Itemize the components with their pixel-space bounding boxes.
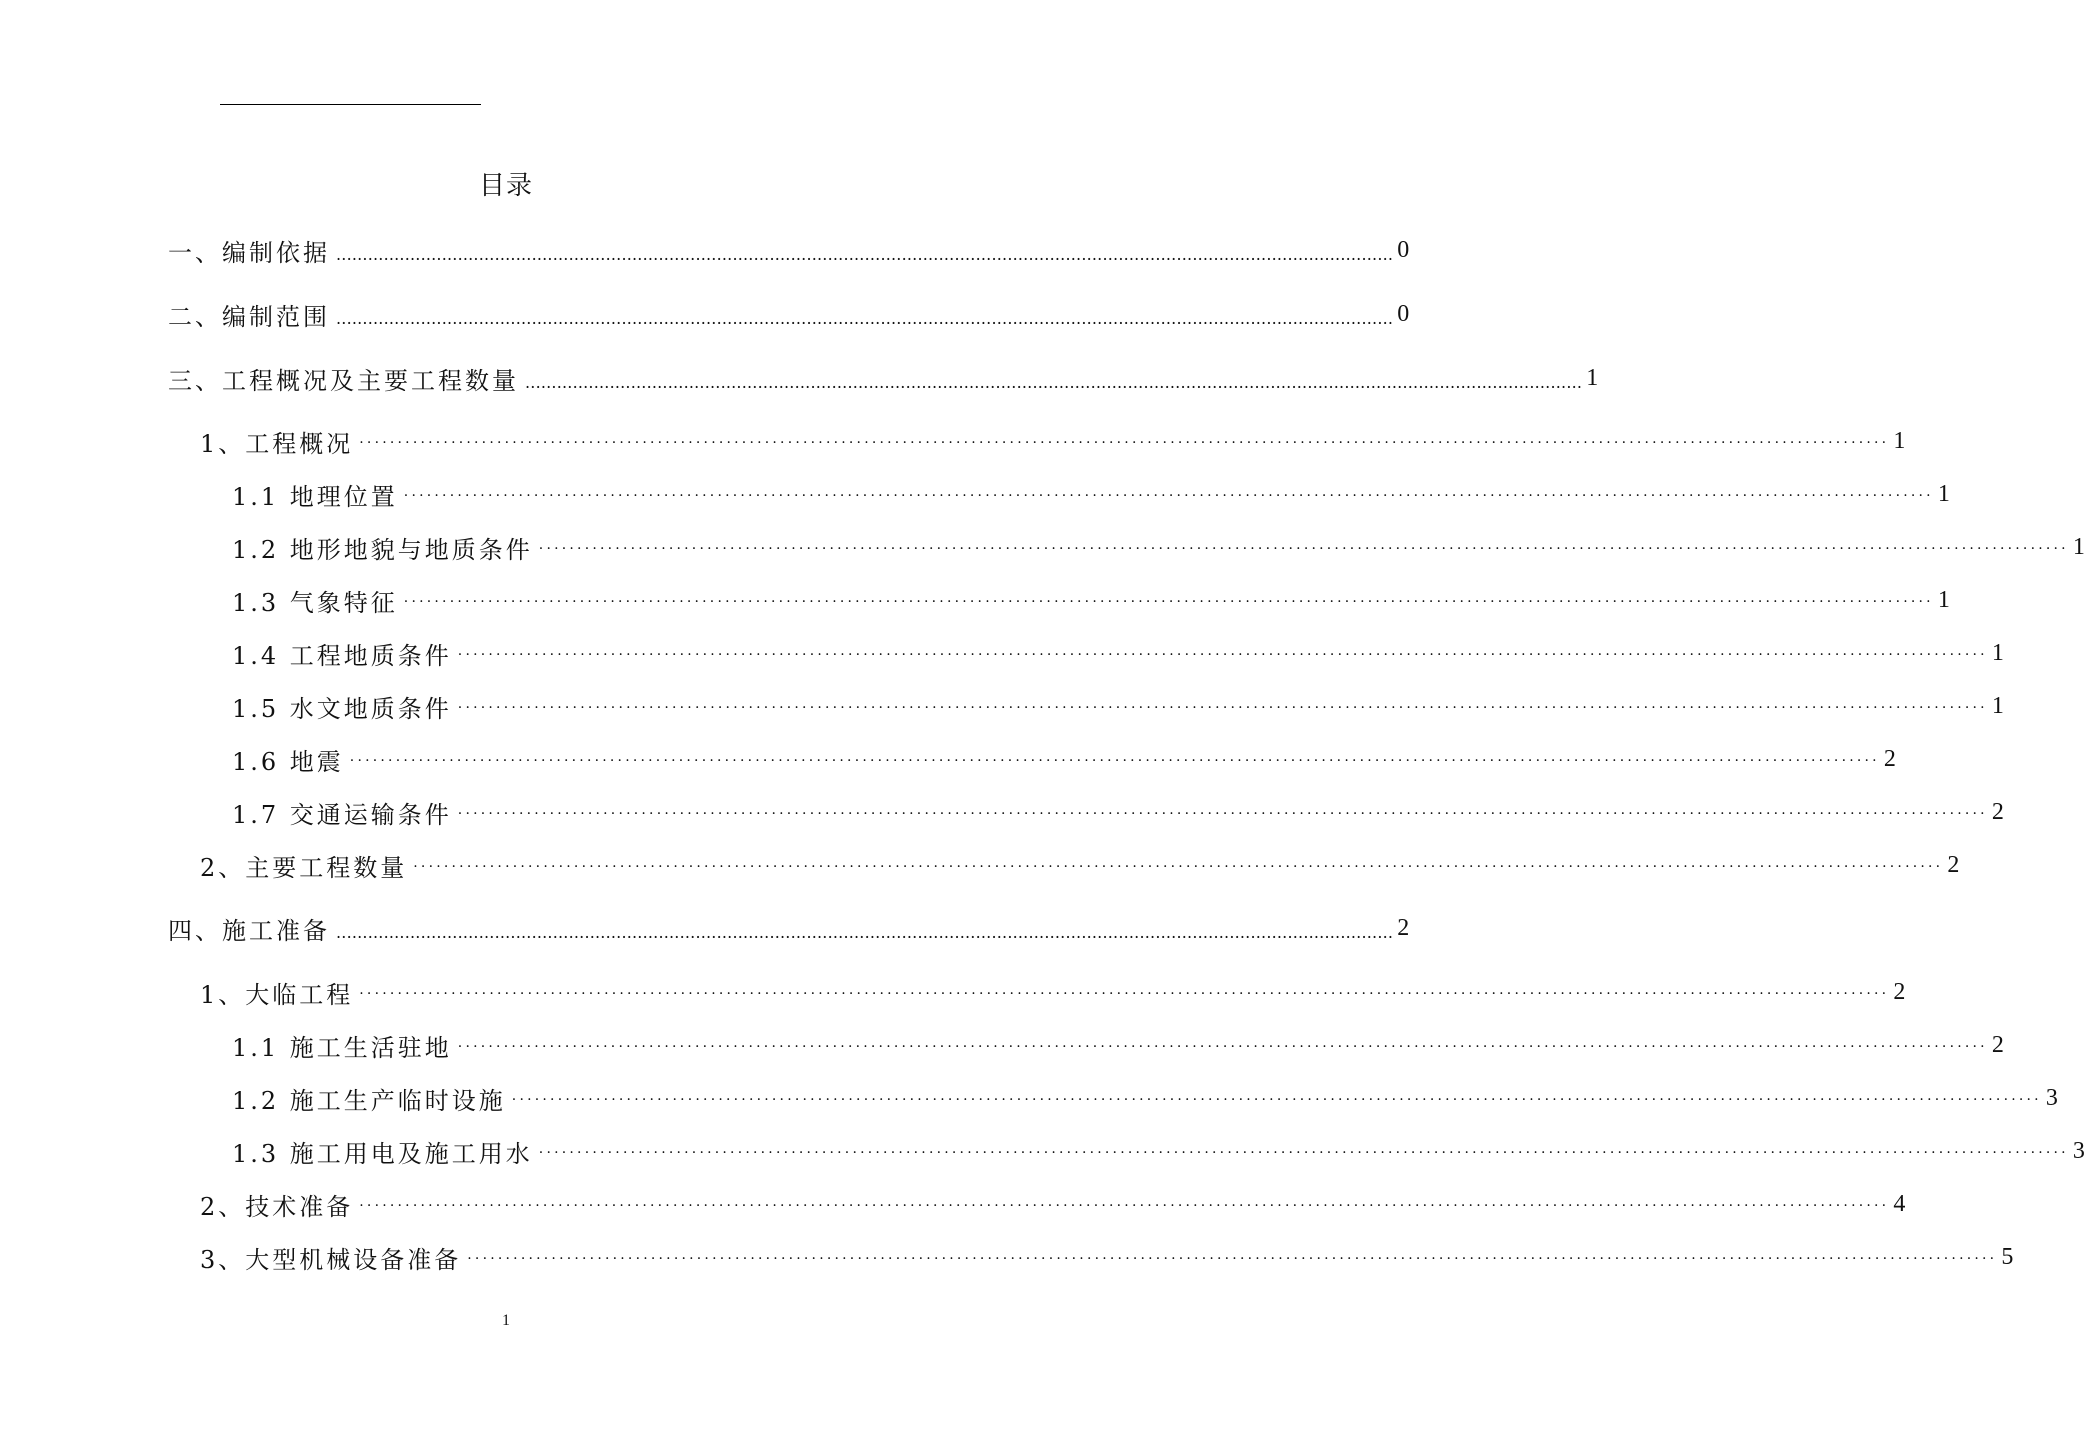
toc-entry[interactable] <box>200 423 1906 459</box>
toc-entry-page: 2 <box>1991 1031 2004 1058</box>
toc-dot-leader: ........................................................................................................................................................................................................ <box>336 244 1394 264</box>
toc-entry-label: 2、技术准备 <box>200 1192 354 1221</box>
toc-entry-page: 2 <box>1947 851 1960 878</box>
toc-entry-label: 1.1 施工生活驻地 <box>232 1033 452 1062</box>
toc-entry[interactable] <box>168 232 1410 268</box>
toc-entry[interactable] <box>232 476 1950 512</box>
toc-entry-label: 3、大型机械设备准备 <box>200 1245 462 1274</box>
toc-title: 目录 <box>478 171 533 201</box>
toc-dot-leader: ········································································································································································································ <box>538 541 2069 557</box>
toc-entry[interactable] <box>232 635 2004 671</box>
toc-entry-label: 1.4 工程地质条件 <box>232 641 452 670</box>
toc-entry[interactable] <box>232 1133 2085 1169</box>
toc-entry[interactable] <box>200 1239 2014 1275</box>
toc-entry-page: 3 <box>2045 1084 2058 1111</box>
toc-entry-label: 三、工程概况及主要工程数量 <box>168 366 519 395</box>
toc-dot-leader: ········································································································································································································ <box>403 488 1934 504</box>
toc-entry-page: 5 <box>2001 1243 2014 1270</box>
page-number: 1 <box>502 1312 510 1329</box>
toc-entry-label: 1.7 交通运输条件 <box>232 800 452 829</box>
toc-entry-page: 2 <box>1397 914 1410 941</box>
toc-dot-leader: ········································································································································································································ <box>457 1039 1988 1055</box>
toc-entry-page: 1 <box>1991 692 2004 719</box>
toc-entry[interactable] <box>232 794 2004 830</box>
toc-entry-label: 1、工程概况 <box>200 429 354 458</box>
toc-dot-leader: ········································································································································································································ <box>359 1198 1890 1214</box>
toc-dot-leader: ........................................................................................................................................................................................................ <box>336 922 1394 942</box>
toc-entry[interactable] <box>200 847 1960 883</box>
toc-dot-leader: ········································································································································································································ <box>359 986 1890 1002</box>
toc-entry-page: 1 <box>1586 364 1599 391</box>
toc-entry-label: 一、编制依据 <box>168 238 330 267</box>
toc-entry[interactable] <box>200 974 1906 1010</box>
toc-entry[interactable] <box>168 296 1410 332</box>
toc-entry-page: 1 <box>1937 480 1950 507</box>
toc-dot-leader: ········································································································································································································ <box>413 859 1944 875</box>
toc-dot-leader: ········································································································································································································ <box>467 1251 1998 1267</box>
toc-entry-label: 二、编制范围 <box>168 302 330 331</box>
toc-entry-page: 3 <box>2072 1137 2085 1164</box>
toc-entry-label: 1.5 水文地质条件 <box>232 694 452 723</box>
toc-entry-label: 1.3 气象特征 <box>232 588 398 617</box>
toc-entry-page: 2 <box>1893 978 1906 1005</box>
toc-entry-page: 0 <box>1397 300 1410 327</box>
toc-entry-label: 1.1 地理位置 <box>232 482 398 511</box>
toc-dot-leader: ········································································································································································································ <box>349 753 1880 769</box>
toc-dot-leader: ........................................................................................................................................................................................................ <box>336 308 1394 328</box>
toc-entry-page: 1 <box>2072 533 2085 560</box>
toc-entry[interactable] <box>232 688 2004 724</box>
toc-entry[interactable] <box>232 529 2085 565</box>
toc-entry[interactable] <box>168 360 1599 396</box>
toc-dot-leader: ········································································································································································································ <box>457 700 1988 716</box>
toc-dot-leader: ········································································································································································································ <box>511 1092 2042 1108</box>
toc-entry-label: 四、施工准备 <box>168 916 330 945</box>
toc-entry[interactable] <box>200 1186 1906 1222</box>
toc-entry-page: 1 <box>1937 586 1950 613</box>
toc-entry-page: 1 <box>1991 639 2004 666</box>
toc-entry-label: 1.2 施工生产临时设施 <box>232 1086 506 1115</box>
toc-entry-label: 1.3 施工用电及施工用水 <box>232 1139 533 1168</box>
header-rule <box>220 104 481 105</box>
toc-dot-leader: ········································································································································································································ <box>457 806 1988 822</box>
toc-entry-page: 1 <box>1893 427 1906 454</box>
toc-entry[interactable] <box>232 741 1896 777</box>
toc-entry[interactable] <box>232 1027 2004 1063</box>
toc-dot-leader: ........................................................................................................................................................................................................ <box>525 372 1583 392</box>
toc-entry-page: 0 <box>1397 236 1410 263</box>
toc-entry-label: 1、大临工程 <box>200 980 354 1009</box>
toc-dot-leader: ········································································································································································································ <box>457 647 1988 663</box>
toc-dot-leader: ········································································································································································································ <box>538 1145 2069 1161</box>
toc-dot-leader: ········································································································································································································ <box>403 594 1934 610</box>
toc-entry-label: 1.2 地形地貌与地质条件 <box>232 535 533 564</box>
toc-entry[interactable] <box>232 582 1950 618</box>
toc-entry-label: 2、主要工程数量 <box>200 853 408 882</box>
toc-entry-label: 1.6 地震 <box>232 747 344 776</box>
toc-entry[interactable] <box>168 910 1410 946</box>
toc-entry-page: 2 <box>1991 798 2004 825</box>
toc-entry-page: 4 <box>1893 1190 1906 1217</box>
toc-entry-page: 2 <box>1883 745 1896 772</box>
toc-entry[interactable] <box>232 1080 2058 1116</box>
toc-dot-leader: ········································································································································································································ <box>359 435 1890 451</box>
